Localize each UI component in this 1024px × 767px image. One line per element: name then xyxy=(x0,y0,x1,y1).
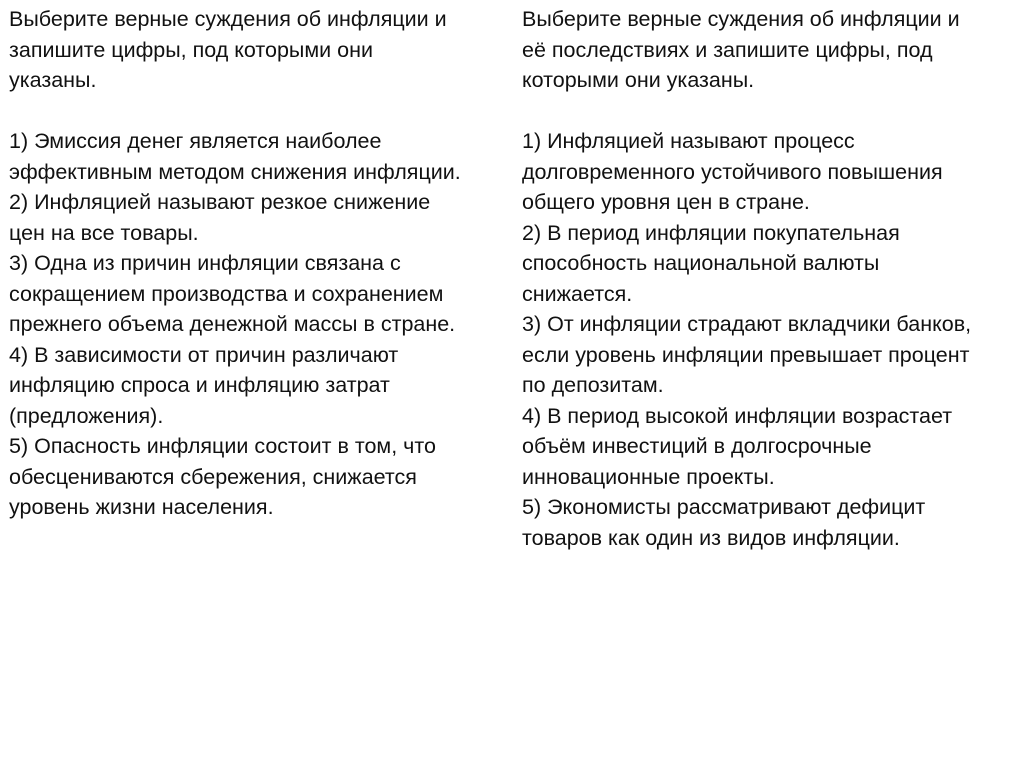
left-item-line: уровень жизни населения. xyxy=(9,495,274,519)
right-item-line: снижается. xyxy=(522,281,633,306)
left-item-line: эффективным методом снижения инфляции. xyxy=(9,159,461,184)
left-item-line: обесцениваются сбережения, снижается xyxy=(9,464,417,489)
right-intro-line: которыми они указаны. xyxy=(522,68,755,92)
left-item-line: сокращением производства и сохранением xyxy=(9,281,444,306)
left-item-line: 4) В зависимости от причин различают xyxy=(9,342,399,367)
right-spacer xyxy=(522,96,1018,127)
right-item-line: 3) От инфляции страдают вкладчики банков, xyxy=(522,312,972,336)
right-item-line: 5) Экономисты рассматривают дефицит xyxy=(522,495,926,519)
right-item-line: 1) Инфляцией называют процесс xyxy=(522,129,855,153)
left-item-line: 1) Эмиссия денег является наиболее xyxy=(9,129,382,153)
left-intro-line: запишите цифры, под которыми они xyxy=(9,37,373,62)
right-item-line: товаров как один из видов инфляции. xyxy=(522,525,900,550)
left-intro-line: указаны. xyxy=(9,68,97,92)
right-item-line: способность национальной валюты xyxy=(522,251,880,275)
right-intro-line: её последствиях и запишите цифры, под xyxy=(522,37,933,62)
left-task-column xyxy=(9,4,509,523)
right-item-line: если уровень инфляции превышает процент xyxy=(522,342,970,367)
right-item-line: долговременного устойчивого повышения xyxy=(522,159,943,184)
left-item-line: цен на все товары. xyxy=(9,220,199,245)
left-item-line: 5) Опасность инфляции состоит в том, что xyxy=(9,434,436,458)
left-intro-line: Выберите верные суждения об инфляции и xyxy=(9,7,447,31)
left-item-line: 3) Одна из причин инфляции связана с xyxy=(9,251,401,275)
left-item-line: 2) Инфляцией называют резкое снижение xyxy=(9,190,431,214)
left-item-line: прежнего объема денежной массы в стране. xyxy=(9,312,456,336)
right-task-column xyxy=(522,4,1018,553)
right-item-line: 4) В период высокой инфляции возрастает xyxy=(522,403,953,428)
left-spacer xyxy=(9,96,509,127)
right-item-line: по депозитам. xyxy=(522,373,664,397)
right-item-line: инновационные проекты. xyxy=(522,464,775,489)
right-item-line: общего уровня цен в стране. xyxy=(522,190,810,214)
left-item-line: (предложения). xyxy=(9,403,164,428)
left-item-line: инфляцию спроса и инфляцию затрат xyxy=(9,373,390,397)
right-item-line: 2) В период инфляции покупательная xyxy=(522,220,900,245)
right-item-line: объём инвестиций в долгосрочные xyxy=(522,434,872,458)
right-intro-line: Выберите верные суждения об инфляции и xyxy=(522,7,960,31)
